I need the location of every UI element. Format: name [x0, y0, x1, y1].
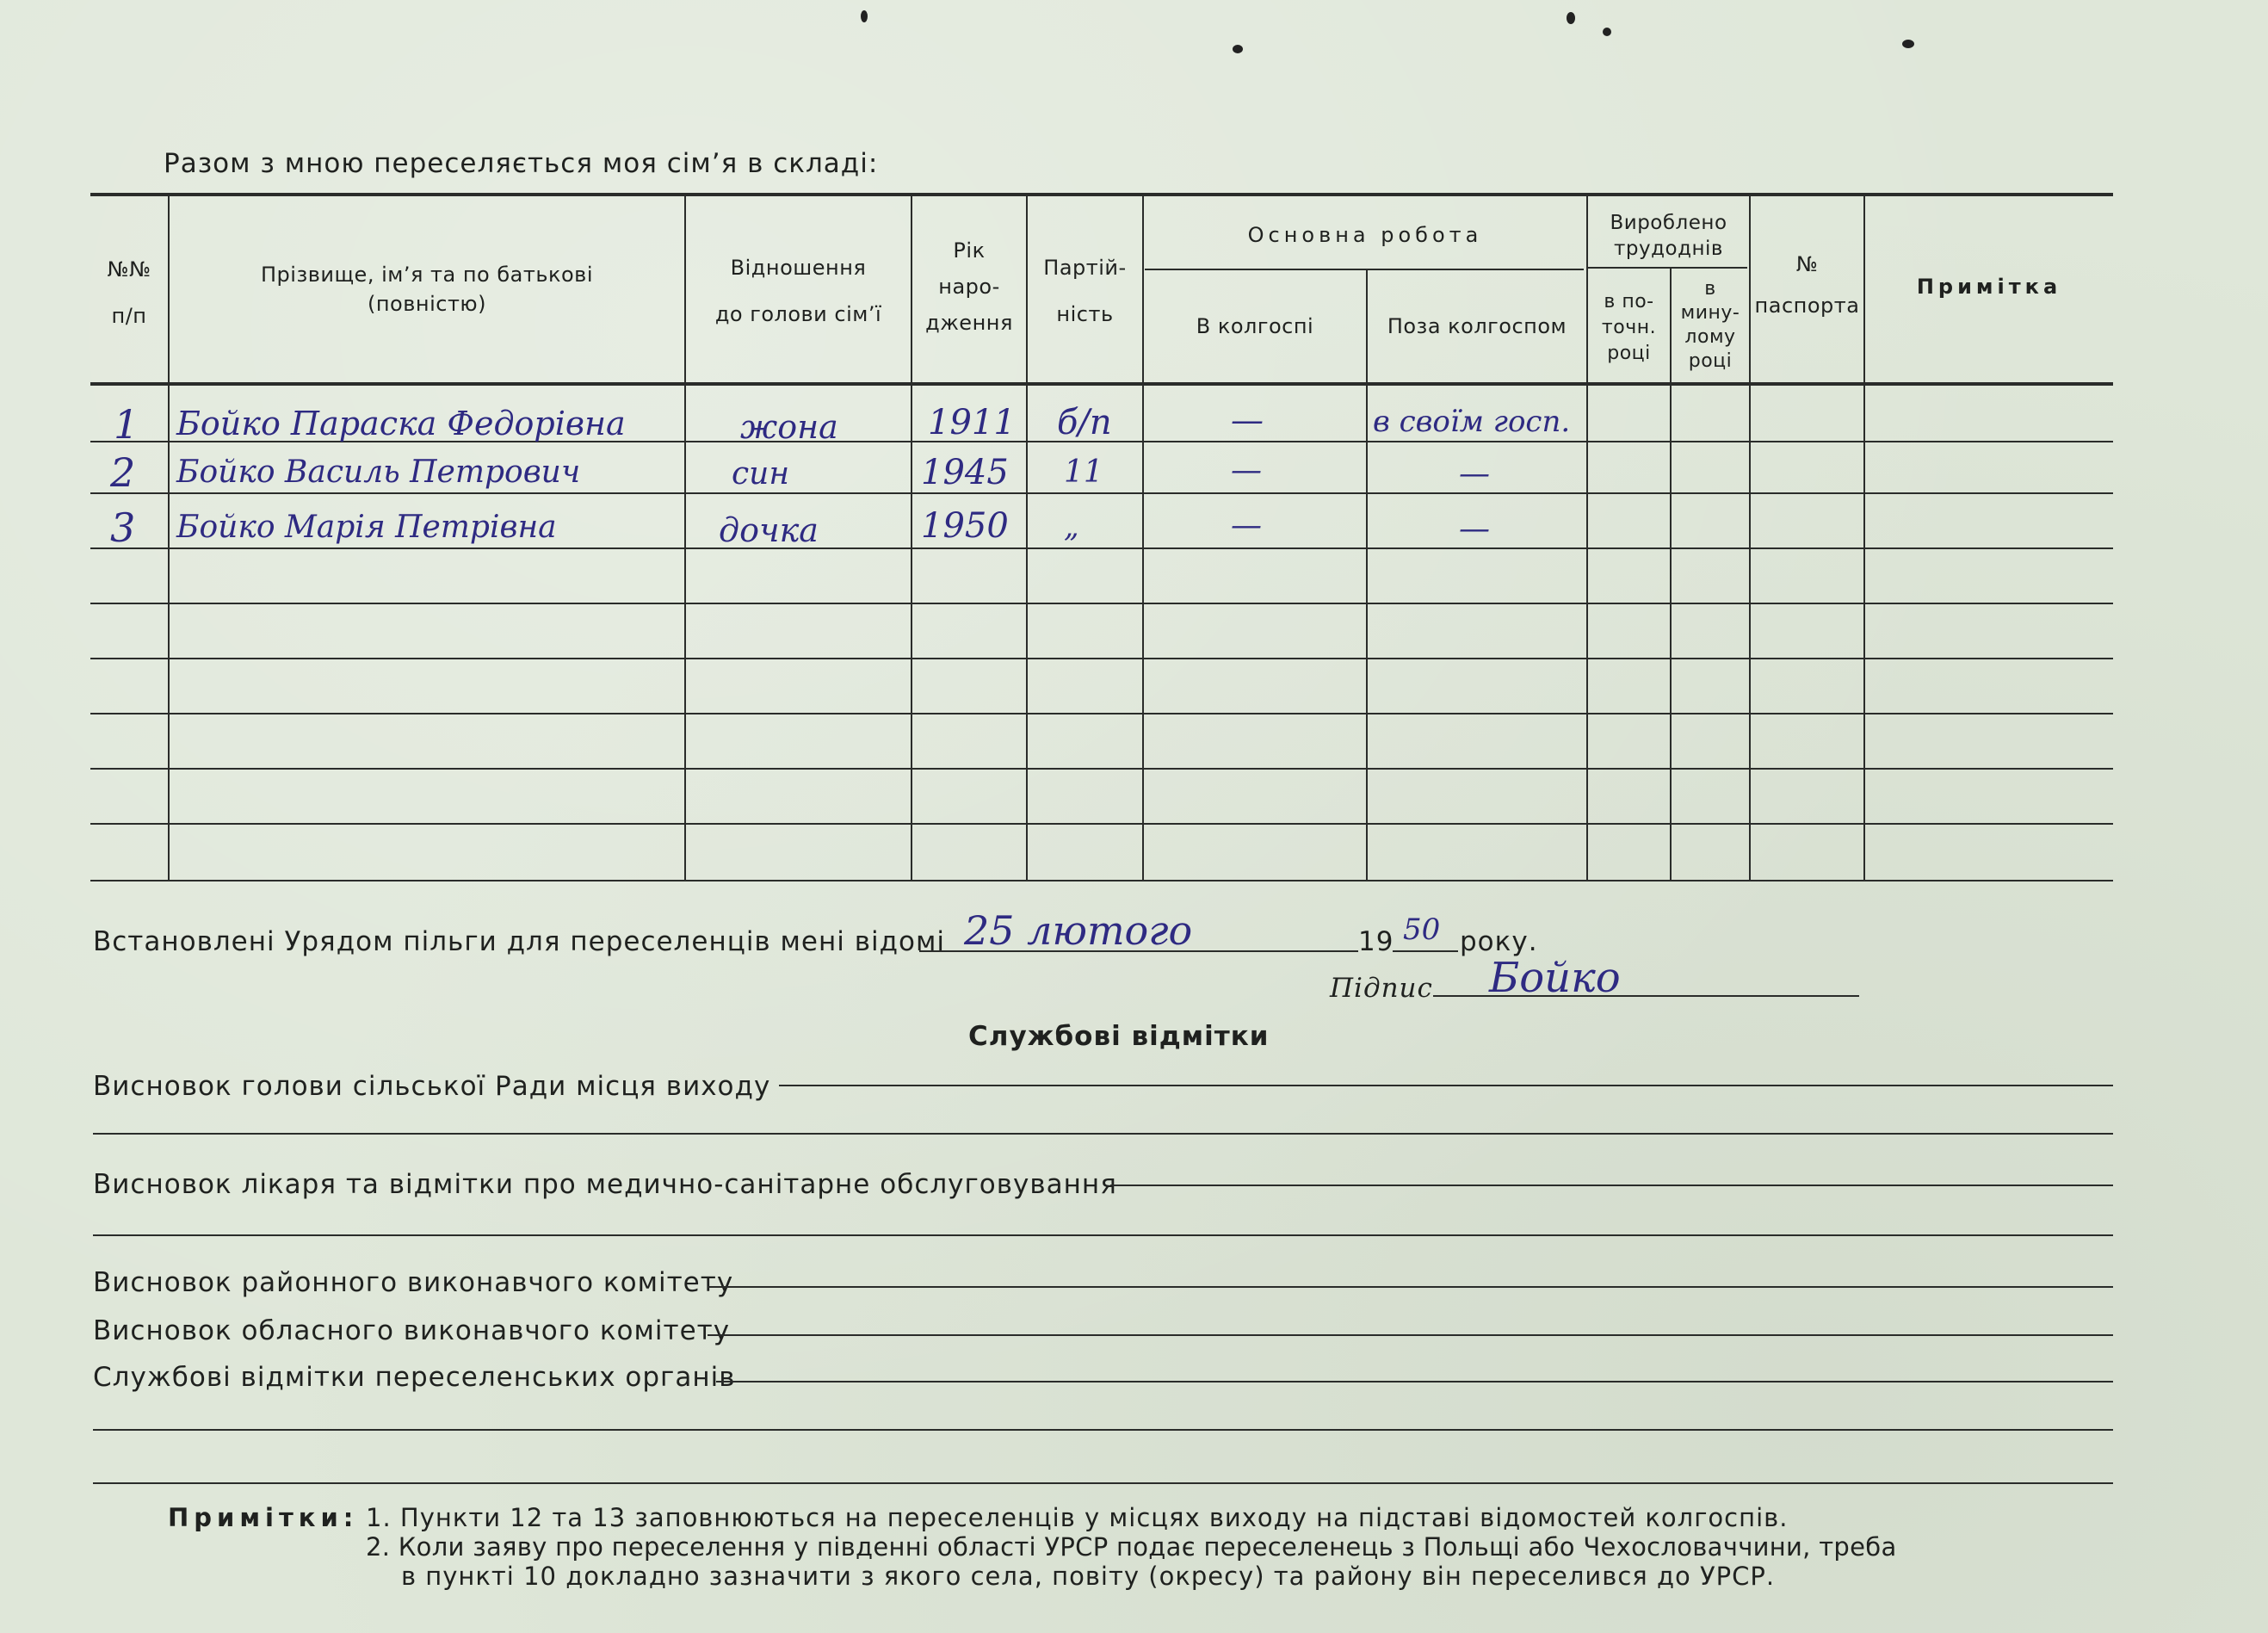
- row-2-outside: —: [1459, 456, 1490, 492]
- row-line: [90, 603, 2113, 604]
- table-top-rule: [90, 193, 2113, 196]
- row-line: [90, 713, 2113, 714]
- table-header-bottom-rule: [90, 382, 2113, 386]
- header-party: Партій- ність: [1043, 256, 1127, 326]
- header-workdays: Вироблено трудоднів: [1610, 212, 1727, 260]
- header-kolhosp: В колгоспі: [1196, 314, 1314, 338]
- signature: Бойко: [1489, 954, 1621, 1002]
- row-line: [90, 823, 2113, 825]
- ink-speck: [1233, 45, 1243, 53]
- header-current-year: в по- точн. році: [1601, 291, 1657, 364]
- service-item-doctor: Висновок лікаря та відмітки про медично-санітарне обслуговування: [93, 1169, 1117, 1200]
- note-2-line-2: в пункті 10 докладно зазначити з якого села, повіту (окресу) та району він переселився до УРСР.: [401, 1562, 1776, 1591]
- row-1-num: 1: [114, 401, 139, 448]
- notes-label: Примітки:: [168, 1503, 359, 1532]
- ink-speck: [1567, 12, 1575, 24]
- row-2-year: 1945: [921, 453, 1009, 492]
- benefits-date: 25 лютого: [964, 907, 1193, 954]
- col-line: [1142, 193, 1144, 881]
- workdays-divider: [1588, 267, 1747, 269]
- fill-line: [93, 1429, 2113, 1431]
- header-main-work: Основна робота: [1247, 223, 1483, 247]
- row-line: [90, 768, 2113, 770]
- fill-line: [93, 1234, 2113, 1236]
- row-3-relation: дочка: [719, 511, 819, 549]
- row-3-kolhosp: —: [1231, 508, 1262, 543]
- service-item-village-council: Висновок голови сільської Ради місця виходу: [93, 1071, 771, 1102]
- col-line: [1366, 269, 1368, 881]
- header-year: Рік наро- дження: [925, 238, 1013, 335]
- header-past-year: в мину- лому році: [1680, 278, 1740, 372]
- signature-label: Підпис: [1330, 973, 1433, 1004]
- fill-line: [1110, 1185, 2113, 1186]
- row-3-name: Бойко Марія Петрівна: [176, 510, 557, 545]
- fill-line: [779, 1085, 2113, 1086]
- header-passport: № паспорта: [1754, 252, 1860, 318]
- service-item-district: Висновок районного виконавчого комітету: [93, 1267, 734, 1298]
- header-note: Примітка: [1916, 275, 2062, 299]
- row-line: [90, 492, 2113, 494]
- row-line: [90, 880, 2113, 881]
- row-2-party: 11: [1064, 455, 1103, 490]
- ink-speck: [861, 10, 868, 22]
- row-1-party: б/п: [1057, 403, 1112, 442]
- fill-line: [708, 1334, 2113, 1336]
- service-item-resettlement: Службові відмітки переселенських органів: [93, 1362, 736, 1393]
- year-suffix: 50: [1403, 912, 1441, 947]
- year-prefix: 19: [1358, 926, 1394, 957]
- fill-line: [716, 1381, 2113, 1382]
- row-1-year: 1911: [928, 403, 1016, 442]
- main-work-divider: [1145, 269, 1584, 270]
- year-word: року.: [1460, 926, 1538, 957]
- row-line: [90, 658, 2113, 659]
- fill-line: [93, 1133, 2113, 1135]
- year-fill-line: [1393, 950, 1458, 952]
- intro-text: Разом з мною переселяється моя сім’я в складі:: [164, 148, 879, 179]
- row-1-kolhosp: —: [1231, 401, 1264, 439]
- row-1-relation: жона: [740, 408, 838, 446]
- header-outside: Поза колгоспом: [1387, 314, 1567, 338]
- header-name: Прізвище, ім’я та по батькові (повністю): [261, 263, 593, 316]
- service-title: Службові відмітки: [968, 1021, 1270, 1052]
- header-num: №№ п/п: [107, 257, 151, 328]
- note-1: 1. Пункти 12 та 13 заповнюються на переселенців у місцях виходу на підставі відомостей колгоспів.: [366, 1503, 1789, 1532]
- row-2-kolhosp: —: [1231, 453, 1262, 488]
- service-item-oblast: Висновок обласного виконавчого комітету: [93, 1315, 731, 1346]
- row-2-name: Бойко Василь Петрович: [176, 455, 581, 490]
- row-3-party: „: [1064, 510, 1079, 544]
- row-3-num: 3: [110, 504, 136, 551]
- row-3-year: 1950: [921, 506, 1009, 546]
- row-3-outside: —: [1459, 511, 1490, 547]
- row-1-outside: в своїм госп.: [1373, 405, 1571, 439]
- fill-line: [93, 1482, 2113, 1484]
- row-2-relation: син: [732, 456, 790, 492]
- fill-line: [708, 1286, 2113, 1288]
- ink-speck: [1902, 40, 1914, 48]
- header-relation: Відношення до голови сім’ї: [714, 256, 882, 326]
- benefits-text: Встановлені Урядом пільги для переселенців мені відомі: [93, 926, 946, 957]
- row-1-name: Бойко Параска Федорівна: [176, 405, 626, 442]
- ink-speck: [1603, 28, 1611, 36]
- row-2-num: 2: [110, 449, 136, 496]
- row-line: [90, 547, 2113, 549]
- note-2-line-1: 2. Коли заяву про переселення у південні області УРСР подає переселенець з Польщі або Чехословаччини, треба: [366, 1532, 1897, 1562]
